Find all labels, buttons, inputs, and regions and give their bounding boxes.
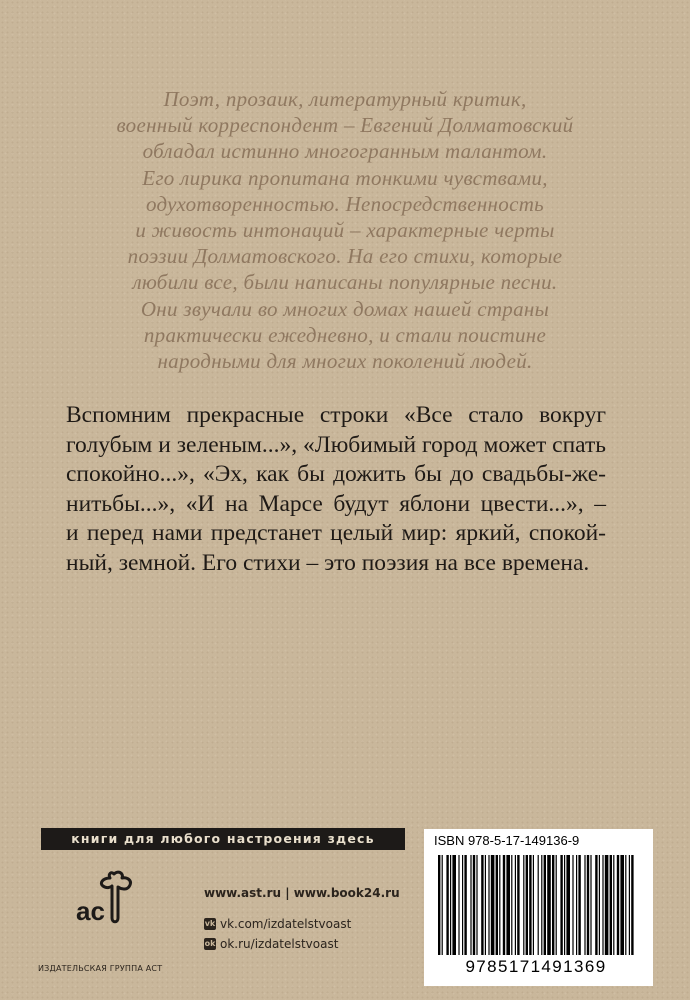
logo-text: ac	[76, 896, 105, 926]
barcode-bar	[605, 855, 609, 955]
barcode-bar	[566, 855, 570, 955]
barcode-bar	[526, 855, 528, 955]
quote-line: и перед нами предстанет целый мир: яркий, спокой-	[66, 520, 606, 547]
barcode-bar	[613, 855, 614, 955]
intro-paragraph	[60, 86, 630, 374]
intro-line: Поэт, прозаик, литературный критик,	[163, 87, 527, 111]
barcode-bar	[499, 855, 500, 955]
barcode-bar	[517, 855, 519, 955]
barcode-bar	[481, 855, 483, 955]
barcode-bar	[590, 855, 591, 955]
barcode-bar	[473, 855, 475, 955]
barcode-bar	[541, 855, 542, 955]
website-links[interactable]: www.ast.ru | www.book24.ru	[204, 886, 400, 900]
intro-line: военный корреспондент – Евгений Долматовский	[116, 113, 574, 138]
barcode-bar	[602, 855, 603, 955]
barcode-bar	[462, 855, 463, 955]
barcode-bar	[470, 855, 471, 955]
intro-line: и живость интонаций – характерные черты	[135, 218, 555, 243]
publisher-name: ИЗДАТЕЛЬСКАЯ ГРУППА АСТ	[38, 964, 163, 973]
barcode-bar	[450, 855, 451, 955]
isbn-label: ISBN 978-5-17-149136-9	[434, 833, 580, 848]
quote-line: голубым и зеленым...», «Любимый город может спать	[66, 431, 606, 458]
barcode-bar	[538, 855, 539, 955]
quote-paragraph	[66, 401, 606, 579]
vk-icon: vk	[204, 919, 216, 928]
isbn-barcode-block	[424, 829, 653, 986]
barcode-bar	[452, 855, 456, 955]
barcode-bar	[552, 855, 554, 955]
intro-line: обладал истинно многогранным талантом.	[142, 139, 548, 164]
barcode-bar	[560, 855, 562, 955]
quote-line: Вспомним прекрасные строки «Все стало вокруг	[66, 402, 606, 428]
barcode-bar	[595, 855, 597, 955]
barcode-bar	[617, 855, 619, 955]
barcode-bar	[576, 855, 577, 955]
quote-line: спокойно...», «Эх, как бы дожить бы до свадьбы-же-	[66, 461, 606, 488]
quote-line: нитьбы...», «И на Марсе будут яблони цвести...», –	[66, 490, 606, 517]
barcode-bar	[446, 855, 448, 955]
ok-link[interactable]	[204, 937, 338, 951]
barcode-bar	[442, 855, 443, 955]
intro-line: Его лирика пропитана тонкими чувствами,	[142, 165, 548, 190]
barcode-bar	[547, 855, 551, 955]
barcode-bar	[458, 855, 459, 955]
barcode-bar	[529, 855, 531, 955]
barcode-bar	[533, 855, 534, 955]
intro-line: поэзии Долматовского. На его стихи, которые	[127, 244, 563, 269]
ast-logo-mark	[70, 868, 160, 938]
barcode-bar	[523, 855, 524, 955]
barcode-bar	[491, 855, 495, 955]
barcode	[436, 855, 641, 959]
barcode-bar	[599, 855, 600, 955]
barcode-bar	[476, 855, 477, 955]
barcode-bar	[506, 855, 510, 955]
barcode-bar	[464, 855, 466, 955]
slogan-banner: книги для любого настроения здесь	[41, 828, 405, 850]
barcode-bar	[629, 855, 630, 955]
barcode-bar	[511, 855, 512, 955]
ok-icon: ok	[204, 939, 216, 948]
barcode-bar	[631, 855, 633, 955]
barcode-bar	[572, 855, 573, 955]
barcode-bar	[485, 855, 486, 955]
ok-url[interactable]: ok.ru/izdatelstvoast	[220, 937, 339, 951]
barcode-bar	[564, 855, 565, 955]
barcode-bar	[578, 855, 580, 955]
intro-line: народными для многих поколений людей.	[157, 349, 533, 374]
vk-url[interactable]: vk.com/izdatelstvoast	[220, 917, 352, 931]
barcode-bar	[503, 855, 505, 955]
ast-logo	[70, 868, 160, 938]
barcode-digits: 9785171491369	[465, 957, 607, 976]
barcode-bar	[438, 855, 440, 955]
barcode-bar	[544, 855, 546, 955]
barcode-bar	[620, 855, 624, 955]
barcode-bar	[584, 855, 585, 955]
intro-line: любили все, были написаны популярные песни.	[132, 270, 558, 295]
barcode-bar	[515, 855, 516, 955]
vk-link[interactable]	[204, 917, 351, 931]
barcode-bar	[625, 855, 626, 955]
barcode-bar	[496, 855, 498, 955]
barcode-bar	[488, 855, 489, 955]
barcode-bar	[556, 855, 557, 955]
intro-line: практически ежедневно, и стали поистине	[143, 322, 547, 347]
barcode-bar	[587, 855, 589, 955]
intro-line: одухотворенностью. Непосредственность	[145, 191, 545, 216]
barcode-bar	[610, 855, 612, 955]
intro-line: Они звучали во многих домах нашей страны	[140, 296, 550, 321]
quote-line: ный, земной. Его стихи – это поэзия на все времена.	[66, 549, 590, 576]
